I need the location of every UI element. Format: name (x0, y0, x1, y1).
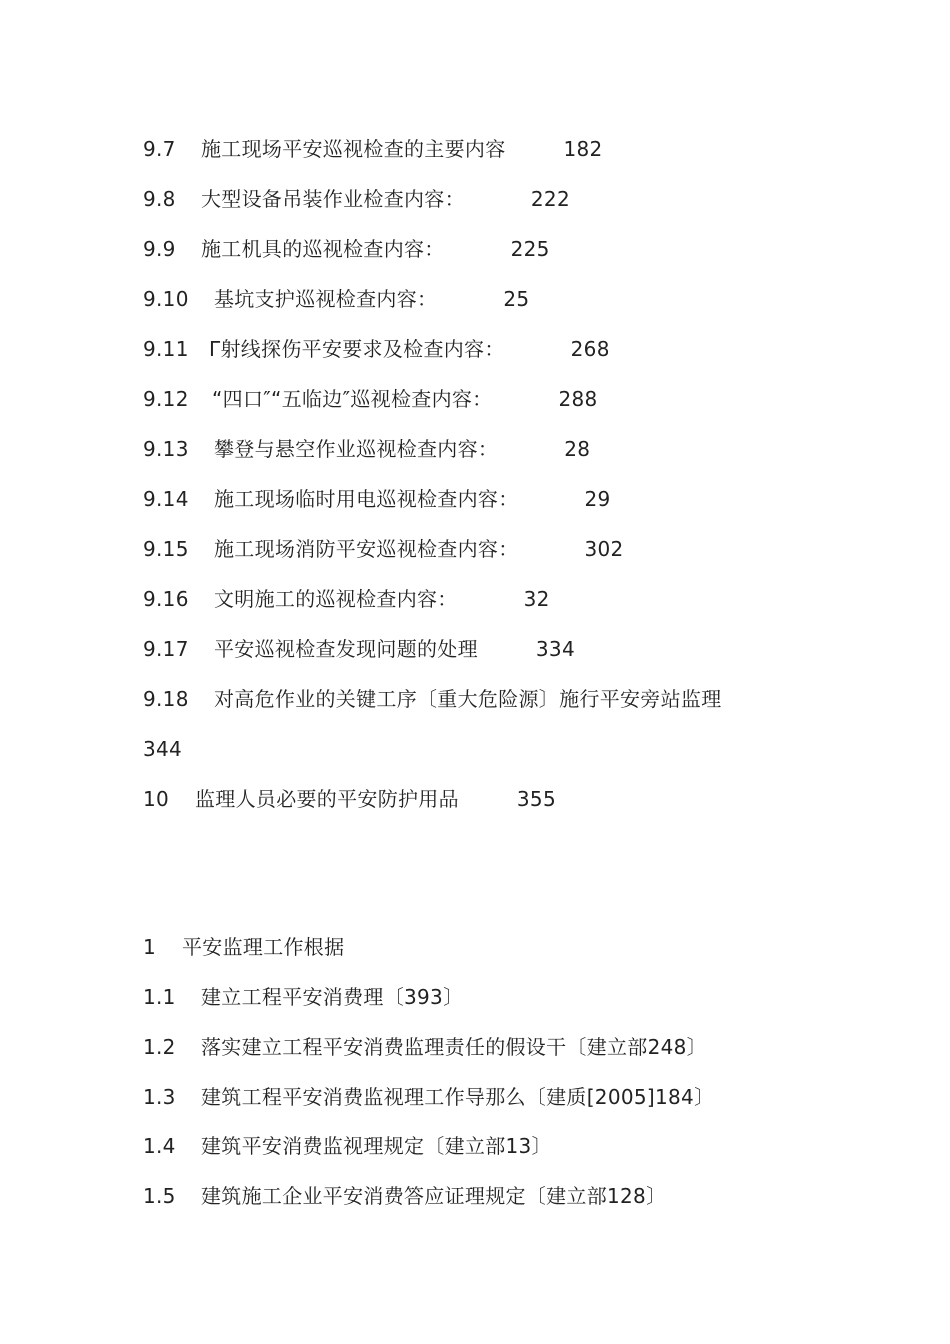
toc-title: 攀登与悬空作业巡视检查内容： (214, 437, 499, 461)
toc-number: 9.7 (143, 137, 176, 161)
toc-entry-9-8 (143, 184, 570, 214)
item-text: 落实建立工程平安消费监理责任的假设干〔建立部248〕 (201, 1035, 707, 1059)
section-item-1-5 (143, 1181, 666, 1211)
item-text: 建筑平安消费监视理规定〔建立部13〕 (201, 1134, 552, 1158)
section-item-1-2 (143, 1032, 707, 1062)
toc-page-number: 28 (564, 437, 591, 461)
toc-page-number: 302 (584, 537, 624, 561)
toc-entry-9-12 (143, 384, 598, 414)
section-heading (143, 932, 344, 962)
toc-number: 9.11 (143, 337, 189, 361)
toc-page-number: 344 (143, 737, 183, 761)
toc-number: 9.15 (143, 537, 189, 561)
section-item-1-4 (143, 1131, 552, 1161)
toc-title: 施工现场消防平安巡视检查内容： (214, 537, 519, 561)
toc-entry-9-14 (143, 484, 611, 514)
toc-entry-9-10 (143, 284, 529, 314)
toc-entry-9-17 (143, 634, 575, 664)
toc-page-number: 29 (584, 487, 611, 511)
toc-title: 施工现场平安巡视检查的主要内容 (201, 137, 506, 161)
toc-entry-9-13 (143, 434, 590, 464)
item-text: 建立工程平安消费理〔393〕 (201, 985, 464, 1009)
item-number: 1.1 (143, 985, 176, 1009)
toc-entry-9-18-page (143, 734, 182, 764)
toc-number: 9.14 (143, 487, 189, 511)
toc-page-number: 182 (563, 137, 603, 161)
toc-number: 10 (143, 787, 170, 811)
toc-entry-9-11 (143, 334, 610, 364)
toc-entry-9-18 (143, 684, 722, 714)
toc-page-number: 334 (535, 637, 575, 661)
toc-number: 9.12 (143, 387, 189, 411)
toc-title: 施工现场临时用电巡视检查内容： (214, 487, 519, 511)
toc-title: Γ射线探伤平安要求及检查内容： (209, 337, 505, 361)
toc-title: 对高危作业的关键工序〔重大危险源〕施行平安旁站监理 (214, 687, 722, 711)
toc-entry-9-7 (143, 134, 603, 164)
toc-number: 9.13 (143, 437, 189, 461)
item-number: 1.4 (143, 1134, 176, 1158)
toc-entry-9-16 (143, 584, 550, 614)
toc-number: 9.10 (143, 287, 189, 311)
toc-title: “四口″“五临边″巡视检查内容： (212, 387, 493, 411)
toc-page-number: 288 (558, 387, 598, 411)
toc-page-number: 225 (510, 237, 550, 261)
toc-title: 基坑支护巡视检查内容： (214, 287, 438, 311)
item-number: 1.3 (143, 1085, 176, 1109)
toc-page-number: 222 (530, 187, 570, 211)
toc-number: 9.8 (143, 187, 176, 211)
toc-page-number: 25 (503, 287, 530, 311)
toc-title: 施工机具的巡视检查内容： (201, 237, 445, 261)
item-number: 1.2 (143, 1035, 176, 1059)
item-number: 1.5 (143, 1184, 176, 1208)
section-item-1-1 (143, 982, 463, 1012)
section-item-1-3 (143, 1082, 714, 1112)
toc-entry-10 (143, 784, 556, 814)
item-text: 建筑工程平安消费监视理工作导那么〔建质[2005]184〕 (201, 1085, 715, 1109)
section-number: 1 (143, 935, 157, 959)
toc-number: 9.18 (143, 687, 189, 711)
section-title: 平安监理工作根据 (182, 935, 345, 959)
toc-title: 监理人员必要的平安防护用品 (195, 787, 459, 811)
toc-page-number: 355 (516, 787, 556, 811)
toc-title: 文明施工的巡视检查内容： (214, 587, 458, 611)
toc-number: 9.17 (143, 637, 189, 661)
toc-entry-9-15 (143, 534, 624, 564)
toc-title: 平安巡视检查发现问题的处理 (214, 637, 478, 661)
toc-page-number: 32 (523, 587, 550, 611)
toc-number: 9.16 (143, 587, 189, 611)
toc-title: 大型设备吊装作业检查内容： (201, 187, 465, 211)
toc-entry-9-9 (143, 234, 550, 264)
toc-number: 9.9 (143, 237, 176, 261)
item-text: 建筑施工企业平安消费答应证理规定〔建立部128〕 (201, 1184, 667, 1208)
toc-page-number: 268 (570, 337, 610, 361)
